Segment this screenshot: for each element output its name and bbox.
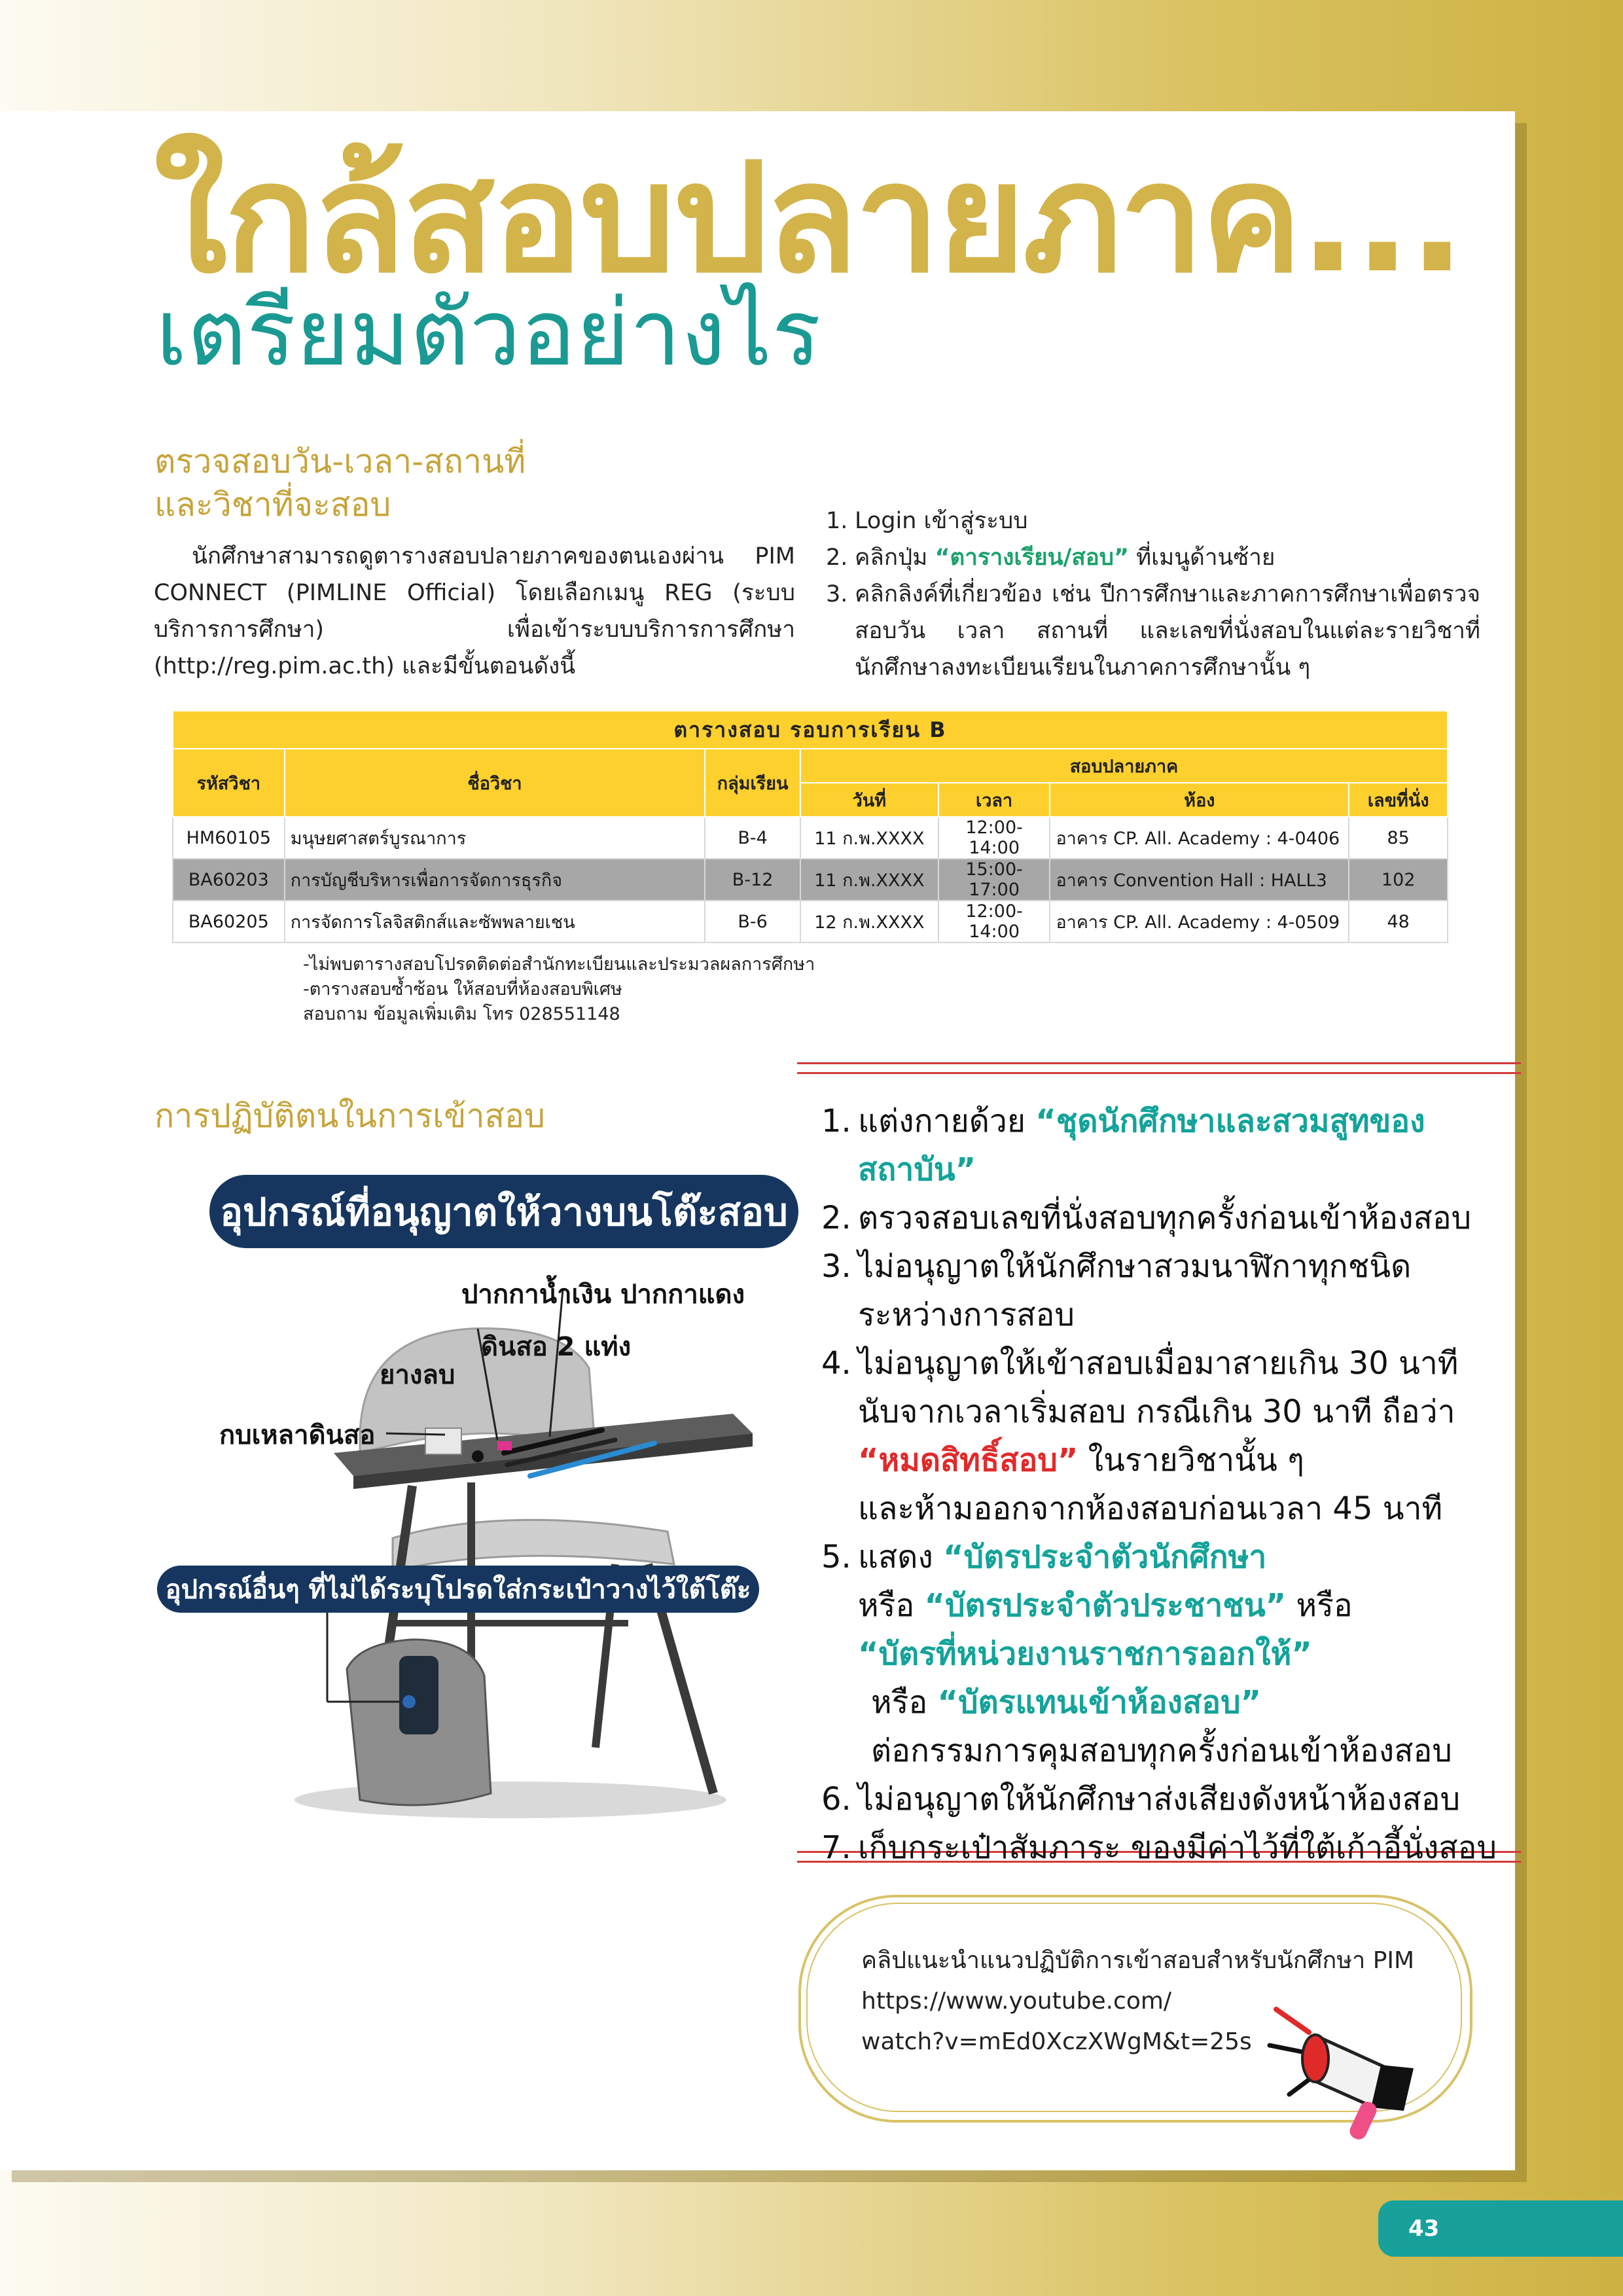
other-items-banner: อุปกรณ์อื่นๆ ที่ไม่ได้ระบุโปรดใส่กระเป๋าวางไว้ใต้โต๊ะ: [157, 1566, 759, 1613]
column-header: เวลา: [938, 783, 1050, 817]
column-header: สอบปลายภาค: [800, 749, 1448, 783]
label-pencils: ดินสอ 2 แท่ง: [481, 1332, 632, 1362]
table-notes: -ไม่พบตารางสอบโปรดติดต่อสำนักทะเบียนและประมวลผลการศึกษา -ตารางสอบซ้ำซ้อน ให้สอบที่ห้องสอบพิเศษ สอบถาม ข้อมูลเพิ่มเติม โทร 028551148: [303, 954, 815, 1024]
megaphone-icon: [1263, 1996, 1433, 2147]
list-item: 7. เก็บกระเป๋าสัมภาระ ของมีค่าไว้ที่ใต้เก้าอี้นั่งสอบ: [821, 1829, 1497, 1866]
page-number: 43: [1378, 2200, 1623, 2257]
list-item: 5. แสดง “บัตรประจำตัวนักศึกษา: [821, 1539, 1267, 1575]
column-header: เลขที่นั่ง: [1349, 783, 1448, 817]
list-item: 2. คลิกปุ่ม “ตารางเรียน/สอบ” ที่เมนูด้านซ้าย: [826, 545, 1275, 571]
divider: [797, 1072, 1521, 1074]
list-item: 6. ไม่อนุญาตให้นักศึกษาส่งเสียงดังหน้าห้องสอบ: [821, 1781, 1461, 1818]
list-item: 3. คลิกลิงค์ที่เกี่ยวข้อง เช่น ปีการศึกษาและภาคการศึกษาเพื่อตรวจสอบวัน เวลา สถานที่ และเลขที่นั่งสอบในแต่ละรายวิชาที่นักศึกษาลงทะเบียนเรียนในภาคการศึกษานั้น ๆ: [826, 581, 1480, 681]
section-heading-check: ตรวจสอบวัน-เวลา-สถานที่ และวิชาที่จะสอบ: [154, 442, 526, 524]
column-header: รหัสวิชา: [173, 749, 285, 817]
label-eraser: ยางลบ: [380, 1360, 455, 1390]
menu-link-timetable: “ตารางเรียน/สอบ”: [935, 545, 1129, 571]
table-row: HM60105 มนุษยศาสตร์บูรณาการ B-4 11 ก.พ.XXXX 12:00-14:00 อาคาร CP. All. Academy : 4-0406 85: [173, 817, 1448, 859]
label-pens: ปากกาน้ำเงิน ปากกาแดง: [461, 1280, 745, 1310]
divider: [797, 1062, 1521, 1064]
exam-rules-list: 1. แต่งกายด้วย “ชุดนักศึกษาและสวมสูทของสถาบัน” 2. ตรวจสอบเลขที่นั่งสอบทุกครั้งก่อนเข้าห้องสอบ 3. ไม่อนุญาตให้นักศึกษาสวมนาฬิกาทุกชนิด ระหว่างการสอบ 4. ไม่อนุญาตให้เข้าสอบเมื่อมาสายเกิน 30 นาที นับจากเวลาเริ่มสอบ กรณีเกิน 30 นาที ถือว่า “หมดสิทธิ์สอบ” ในรายวิชานั้น ๆ และห้ามออกจากห้องสอบก่อนเวลา 45 นาที 5. แสดง “บัตรประจำตัวนักศึกษา หรือ “บัตรประจำตัวประชาชน” หรือ “บัตรที่หน่วยงานราชการออกให้” หรือ “บัตรแทนเข้าห้องสอบ” ต่อกรรมการคุมสอบทุกครั้งก่อนเข้าห้องสอบ 6. ไม่อนุญาตให้นักศึกษาส่งเสียงดังหน้าห้องสอบ 7. เก็บกระเป๋าสัมภาระ ของมีค่าไว้ที่ใต้เก้าอี้นั่งสอบ: [821, 1097, 1515, 1872]
column-header: ชื่อวิชา: [285, 749, 705, 817]
video-link[interactable]: https://www.youtube.com/: [861, 1988, 1172, 2015]
video-link-cont[interactable]: watch?v=mEd0XczXWgM&t=25s: [861, 2028, 1252, 2055]
clip-info: คลิปแนะนำแนวปฏิบัติการเข้าสอบสำหรับนักศึกษา PIM https://www.youtube.com/ watch?v=mEd0XczXWgM&t=25s: [861, 1941, 1414, 2062]
list-item: 3. ไม่อนุญาตให้นักศึกษาสวมนาฬิกาทุกชนิด: [821, 1248, 1412, 1285]
table-title: ตารางสอบ รอบการเรียน B: [173, 711, 1448, 749]
page-subtitle: เตรียมตัวอย่างไร: [156, 280, 821, 387]
table-row: BA60205 การจัดการโลจิสติกส์และซัพพลายเชน B-6 12 ก.พ.XXXX 12:00-14:00 อาคาร CP. All. Academy : 4-0509 48: [173, 901, 1448, 942]
allowed-items-banner: อุปกรณ์ที่อนุญาตให้วางบนโต๊ะสอบ: [209, 1175, 798, 1248]
label-sharpener: กบเหลาดินสอ: [219, 1420, 376, 1450]
intro-paragraph: นักศึกษาสามารถดูตารางสอบปลายภาคของตนเองผ่าน PIM CONNECT (PIMLINE Official) โดยเลือกเมนู REG (ระบบบริการการศึกษา) เพื่อเข้าระบบบริการการศึกษา (http://reg.pim.ac.th) และมีขั้นตอนดังนี้: [154, 543, 795, 679]
table-row: BA60203 การบัญชีบริหารเพื่อการจัดการธุรกิจ B-12 11 ก.พ.XXXX 15:00-17:00 อาคาร Convention Hall : HALL3 102: [173, 859, 1448, 901]
list-item: 1. แต่งกายด้วย “ชุดนักศึกษาและสวมสูทของสถาบัน”: [821, 1103, 1425, 1188]
column-header: ห้อง: [1050, 783, 1349, 817]
list-item: 2. ตรวจสอบเลขที่นั่งสอบทุกครั้งก่อนเข้าห้องสอบ: [821, 1200, 1472, 1236]
list-item: 4. ไม่อนุญาตให้เข้าสอบเมื่อมาสายเกิน 30 นาที: [821, 1345, 1459, 1382]
list-item: 1. Login เข้าสู่ระบบ: [826, 508, 1028, 534]
section-heading-conduct: การปฏิบัติตนในการเข้าสอบ: [154, 1097, 545, 1135]
column-header: กลุ่มเรียน: [705, 749, 800, 817]
page-title: ใกล้สอบปลายภาค...: [154, 132, 1463, 306]
exam-schedule-table: [172, 710, 1448, 943]
steps-list: [826, 503, 1480, 686]
column-header: วันที่: [800, 783, 938, 817]
